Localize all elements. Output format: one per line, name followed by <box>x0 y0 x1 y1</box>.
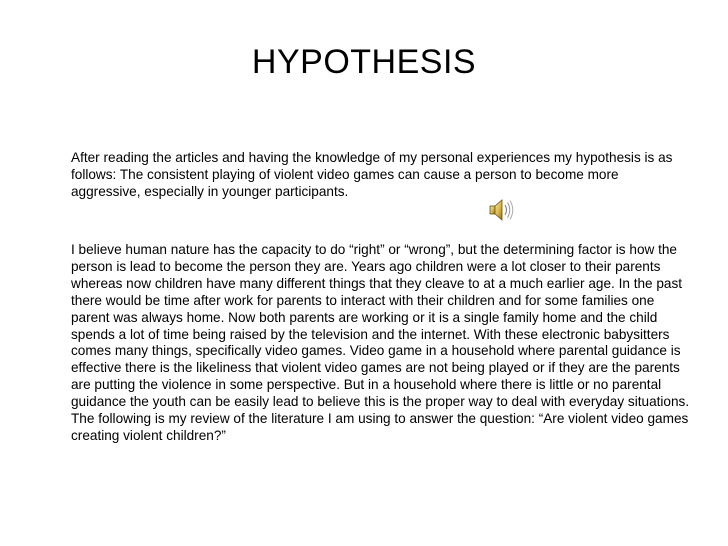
hypothesis-paragraph: After reading the articles and having the knowledge of my personal experiences my hypothesis is as follows: The consistent playing of violent video games can cause a person to become more aggressive, especially in younger participants. <box>71 150 673 199</box>
belief-paragraph: I believe human nature has the capacity to do “right” or “wrong”, but the determining factor is how the person is lead to become the person they are. Years ago children were a lot closer to their parents whereas now children have many different things that they cleave to at a much earlier age. In the past there would be time after work for parents to interact with their children and for some families one parent was always home. Now both parents are working or it is a single family home and the child spends a lot of time being raised by the television and the internet. With these electronic babysitters comes many things, specifically video games. Video game in a household where parental guidance is effective there is the likeliness that violent video games are not being played or if they are the parents are putting the violence in some perspective. But in a household where there is little or no parental guidance the youth can be easily lead to believe this is the proper way to deal with everyday situations. The following is my review of the literature I am using to answer the question: “Are violent video games creating violent children?” <box>71 242 690 443</box>
speaker-icon[interactable] <box>487 198 517 222</box>
slide-title: HYPOTHESIS <box>251 43 477 81</box>
